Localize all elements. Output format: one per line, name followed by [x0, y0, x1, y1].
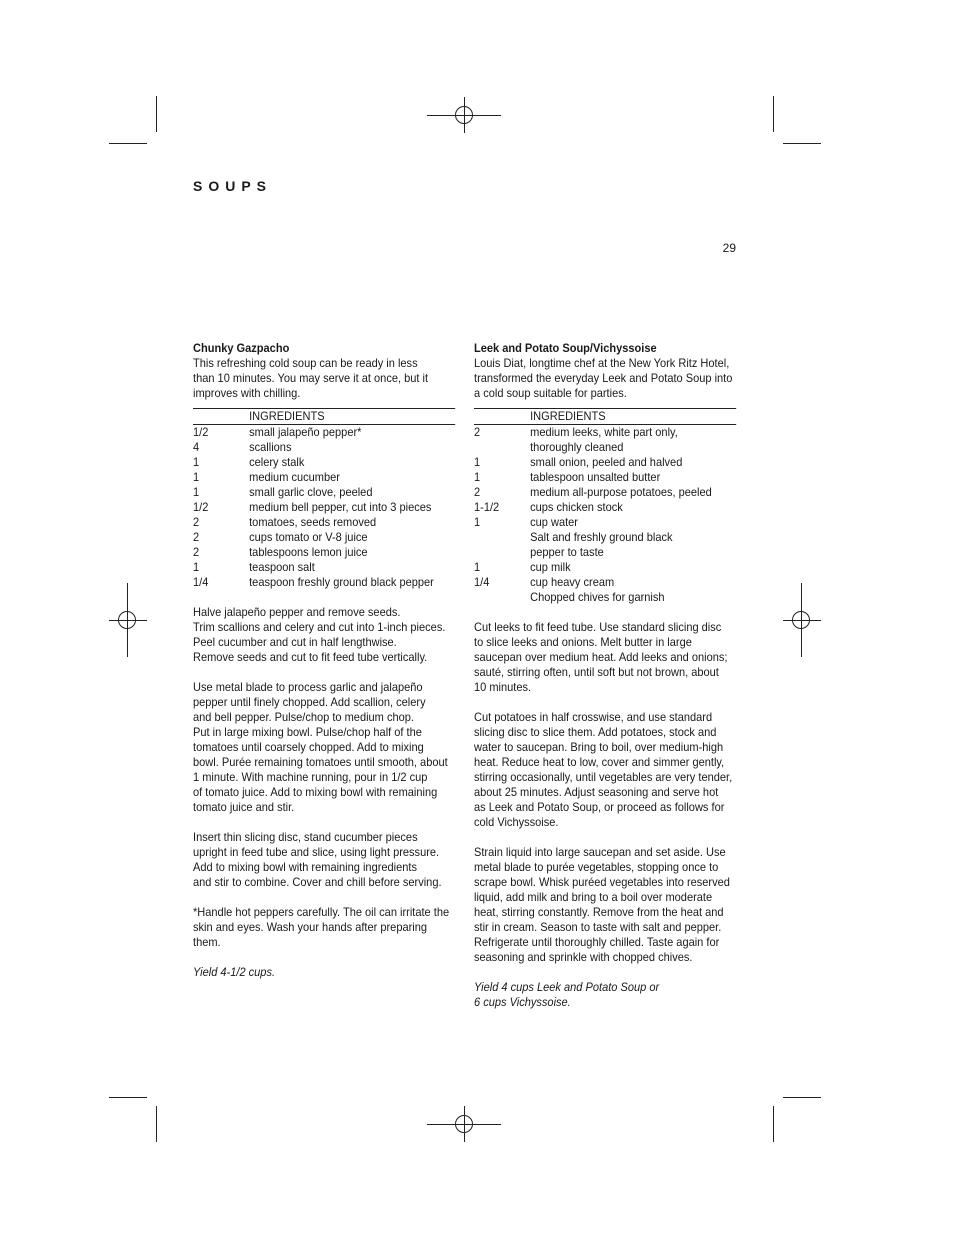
method-line: upright in feed tube and slice, using light pressure. [193, 845, 440, 859]
ingredient-quantity: 1 [474, 515, 481, 529]
ingredient-quantity: 1/2 [193, 425, 209, 439]
yield-line: Yield 4-1/2 cups. [193, 965, 276, 979]
ingredient-quantity: 1 [474, 455, 481, 469]
ingredient-name: small onion, peeled and halved [530, 455, 683, 469]
ingredient-row [474, 575, 736, 590]
ingredient-name: cup milk [530, 560, 571, 574]
ingredient-row [474, 590, 736, 605]
ingredients-header: INGREDIENTS [193, 409, 455, 425]
method-paragraph [193, 905, 455, 950]
ingredients-table [193, 408, 455, 590]
method-paragraph [474, 620, 736, 695]
ingredient-quantity: 1 [474, 560, 481, 574]
paragraph-gap [474, 605, 736, 620]
recipe-chunky-gazpacho [193, 341, 455, 980]
ingredient-name: tomatoes, seeds removed [249, 515, 377, 529]
ingredient-row [474, 440, 736, 455]
recipe-title: Chunky Gazpacho [193, 341, 290, 355]
method-line: bowl. Purée remaining tomatoes until smooth, about [193, 755, 448, 769]
ingredient-name: medium bell pepper, cut into 3 pieces [249, 500, 432, 514]
ingredient-row [193, 485, 455, 500]
ingredient-quantity: 1-1/2 [474, 500, 500, 514]
ingredient-name: cup heavy cream [530, 575, 615, 589]
method-line: Insert thin slicing disc, stand cucumber pieces [193, 830, 418, 844]
ingredient-name: cups tomato or V-8 juice [249, 530, 368, 544]
ingredient-row [193, 440, 455, 455]
ingredient-quantity: 1/4 [474, 575, 490, 589]
registration-mark [455, 106, 473, 124]
method-line: seasoning and sprinkle with chopped chives. [474, 950, 693, 964]
method-line: slicing disc to slice them. Add potatoes, stock and [474, 725, 717, 739]
ingredient-row [474, 560, 736, 575]
ingredient-name: tablespoons lemon juice [249, 545, 368, 559]
crop-mark [109, 143, 147, 144]
method-line: tomato juice and stir. [193, 800, 295, 814]
ingredient-row [474, 470, 736, 485]
ingredient-name: small garlic clove, peeled [249, 485, 373, 499]
ingredient-name: medium all-purpose potatoes, peeled [530, 485, 712, 499]
method-line: about 25 minutes. Adjust seasoning and serve hot [474, 785, 719, 799]
ingredients-header: INGREDIENTS [474, 409, 736, 425]
crop-mark [783, 143, 821, 144]
paragraph-gap [474, 965, 736, 980]
page-number: 29 [722, 241, 736, 255]
method-line: Trim scallions and celery and cut into 1-inch pieces. [193, 620, 446, 634]
crop-mark [773, 96, 774, 132]
ingredient-quantity [474, 545, 530, 560]
method-line: metal blade to purée vegetables, stopping once to [474, 860, 719, 874]
ingredient-quantity [474, 590, 530, 605]
recipe-title: Leek and Potato Soup/Vichyssoise [474, 341, 657, 355]
registration-mark [455, 1115, 473, 1133]
method-line: heat. Reduce heat to low, cover and simmer gently, [474, 755, 725, 769]
ingredient-row [193, 545, 455, 560]
ingredient-quantity [474, 440, 530, 455]
crop-mark [156, 96, 157, 132]
ingredient-row [474, 455, 736, 470]
registration-mark [792, 611, 810, 629]
yield-line: 6 cups Vichyssoise. [474, 995, 571, 1009]
method-line: Strain liquid into large saucepan and set aside. Use [474, 845, 726, 859]
method-line: 10 minutes. [474, 680, 532, 694]
ingredients-table [474, 408, 736, 605]
paragraph-gap [193, 950, 455, 965]
ingredient-quantity: 1 [193, 455, 200, 469]
ingredient-quantity: 1 [474, 470, 481, 484]
method-line: *Handle hot peppers carefully. The oil can irritate the [193, 905, 450, 919]
ingredient-quantity: 1/4 [193, 575, 209, 589]
method-paragraph [474, 710, 736, 830]
ingredient-name: pepper to taste [530, 545, 604, 559]
ingredient-row [193, 425, 455, 440]
method-line: and stir to combine. Cover and chill before serving. [193, 875, 442, 889]
ingredient-quantity: 2 [474, 425, 481, 439]
recipe-yield [193, 965, 455, 980]
ingredient-name: scallions [249, 440, 292, 454]
method-line: tomatoes until coarsely chopped. Add to mixing [193, 740, 424, 754]
method-line: Halve jalapeño pepper and remove seeds. [193, 605, 401, 619]
ingredient-row [193, 455, 455, 470]
method-line: Use metal blade to process garlic and jalapeño [193, 680, 423, 694]
method-line: and bell pepper. Pulse/chop to medium chop. [193, 710, 414, 724]
ingredient-name: teaspoon freshly ground black pepper [249, 575, 434, 589]
ingredient-quantity: 4 [193, 440, 200, 454]
method-line: sauté, stirring often, until soft but not brown, about [474, 665, 719, 679]
ingredient-name: cups chicken stock [530, 500, 623, 514]
crop-mark [156, 1106, 157, 1142]
ingredient-quantity: 1 [193, 485, 200, 499]
ingredient-name: Salt and freshly ground black [530, 530, 673, 544]
method-line: scrape bowl. Whisk puréed vegetables into reserved [474, 875, 730, 889]
paragraph-gap [193, 815, 455, 830]
method-line: stirring occasionally, until vegetables are very tender, [474, 770, 733, 784]
recipe-yield [474, 980, 736, 1010]
recipe-intro-line: transformed the everyday Leek and Potato Soup into [474, 371, 733, 385]
recipe-intro-line: This refreshing cold soup can be ready in less [193, 356, 418, 370]
ingredient-name: tablespoon unsalted butter [530, 470, 661, 484]
paragraph-gap [193, 665, 455, 680]
ingredient-name: medium leeks, white part only, [530, 425, 678, 439]
method-line: Peel cucumber and cut in half lengthwise. [193, 635, 397, 649]
ingredient-name: teaspoon salt [249, 560, 315, 574]
method-line: Remove seeds and cut to fit feed tube vertically. [193, 650, 428, 664]
ingredient-row [474, 485, 736, 500]
section-title: SOUPS [193, 178, 273, 194]
paragraph-gap [474, 695, 736, 710]
recipe-intro-line: a cold soup suitable for parties. [474, 386, 627, 400]
ingredient-row [193, 560, 455, 575]
crop-mark [109, 1097, 147, 1098]
ingredient-quantity: 2 [193, 515, 200, 529]
ingredient-row [474, 515, 736, 530]
ingredient-quantity: 2 [474, 485, 481, 499]
method-line: heat, stirring constantly. Remove from the heat and [474, 905, 724, 919]
method-line: to slice leeks and onions. Melt butter in large [474, 635, 692, 649]
method-line: water to saucepan. Bring to boil, over medium-high [474, 740, 724, 754]
ingredient-row [193, 515, 455, 530]
method-line: Cut potatoes in half crosswise, and use standard [474, 710, 713, 724]
recipe-leek-potato-soup [474, 341, 736, 1010]
method-line: cold Vichyssoise. [474, 815, 559, 829]
crop-mark [783, 1097, 821, 1098]
yield-line: Yield 4 cups Leek and Potato Soup or [474, 980, 660, 994]
method-line: stir in cream. Season to taste with salt and pepper. [474, 920, 722, 934]
recipe-intro-line: Louis Diat, longtime chef at the New York Ritz Hotel, [474, 356, 730, 370]
ingredient-row [193, 575, 455, 590]
ingredient-row [474, 530, 736, 545]
ingredient-quantity: 1 [193, 470, 200, 484]
recipe-intro-line: improves with chilling. [193, 386, 301, 400]
ingredient-row [474, 425, 736, 440]
ingredient-quantity: 2 [193, 545, 200, 559]
method-line: of tomato juice. Add to mixing bowl with remaining [193, 785, 438, 799]
recipe-intro-line: than 10 minutes. You may serve it at once, but it [193, 371, 429, 385]
method-line: as Leek and Potato Soup, or proceed as follows for [474, 800, 725, 814]
method-line: Put in large mixing bowl. Pulse/chop half of the [193, 725, 422, 739]
ingredient-row [193, 470, 455, 485]
paragraph-gap [474, 830, 736, 845]
method-paragraph [193, 680, 455, 815]
ingredient-name: celery stalk [249, 455, 305, 469]
paragraph-gap [193, 590, 455, 605]
method-line: pepper until finely chopped. Add scallion, celery [193, 695, 426, 709]
method-line: liquid, add milk and bring to a boil over moderate [474, 890, 713, 904]
ingredient-name: small jalapeño pepper* [249, 425, 362, 439]
ingredient-quantity: 2 [193, 530, 200, 544]
method-line: 1 minute. With machine running, pour in 1/2 cup [193, 770, 428, 784]
ingredient-row [474, 500, 736, 515]
method-paragraph [474, 845, 736, 965]
method-line: saucepan over medium heat. Add leeks and onions; [474, 650, 728, 664]
method-paragraph [193, 605, 455, 665]
method-line: Add to mixing bowl with remaining ingredients [193, 860, 417, 874]
method-line: Refrigerate until thoroughly chilled. Taste again for [474, 935, 720, 949]
method-line: Cut leeks to fit feed tube. Use standard slicing disc [474, 620, 722, 634]
paragraph-gap [193, 890, 455, 905]
ingredient-quantity: 1/2 [193, 500, 209, 514]
ingredient-row [193, 530, 455, 545]
registration-mark [118, 611, 136, 629]
method-line: skin and eyes. Wash your hands after preparing them. [193, 920, 428, 949]
ingredient-quantity [474, 530, 530, 545]
ingredient-row [193, 500, 455, 515]
ingredient-name: cup water [530, 515, 578, 529]
method-paragraph [193, 830, 455, 890]
crop-mark [773, 1106, 774, 1142]
ingredient-row [474, 545, 736, 560]
ingredient-name: thoroughly cleaned [530, 440, 624, 454]
ingredient-name: Chopped chives for garnish [530, 590, 665, 604]
ingredient-name: medium cucumber [249, 470, 340, 484]
ingredient-quantity: 1 [193, 560, 200, 574]
